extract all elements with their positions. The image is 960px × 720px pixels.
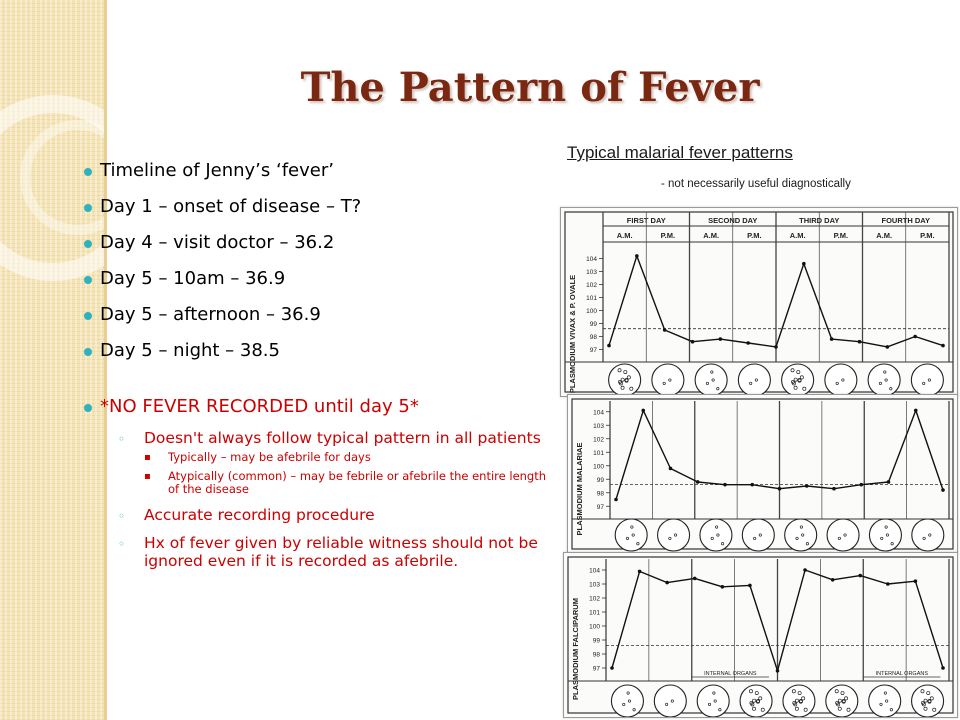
- blood-smear-circle-icon: [658, 519, 690, 551]
- day-header: FIRST DAY: [626, 216, 666, 225]
- temperature-point: [941, 488, 945, 492]
- y-tick-label: 104: [593, 409, 604, 417]
- temperature-point: [614, 498, 618, 502]
- time-label: P.M.: [920, 231, 935, 240]
- day-header: THIRD DAY: [799, 216, 840, 225]
- bullet-dot-icon: [84, 348, 92, 356]
- bullet-dot-icon: [84, 204, 92, 212]
- temperature-point: [691, 340, 695, 344]
- species-label: PLASMODIUM FALCIPARUM: [571, 598, 580, 700]
- y-tick-label: 100: [589, 623, 600, 631]
- temperature-point: [776, 669, 780, 673]
- sub-point: ◦ Accurate recording procedure: [118, 506, 375, 524]
- blood-smear-circle-icon: [826, 685, 858, 717]
- blood-smear-circle-icon: [868, 364, 900, 396]
- temperature-point: [858, 574, 862, 578]
- sub-sub-point: ▪ Atypically (common) – may be febrile or afebrile the entire length of the disease: [144, 469, 547, 496]
- blood-smear-circle-icon: [742, 519, 774, 551]
- blood-smear-circle-icon: [611, 685, 643, 717]
- temperature-point: [805, 484, 809, 488]
- bullet-item: Timeline of Jenny’s ‘fever’: [80, 160, 555, 182]
- temperature-point: [913, 335, 917, 339]
- temperature-point: [858, 340, 862, 344]
- temperature-point: [887, 480, 891, 484]
- time-label: A.M.: [703, 231, 720, 240]
- y-tick-label: 101: [586, 295, 597, 302]
- blood-smear-circle-icon: [825, 364, 857, 396]
- y-tick-label: 99: [596, 476, 604, 484]
- y-tick-label: 100: [593, 463, 604, 471]
- day-header: FOURTH DAY: [881, 216, 930, 225]
- blood-smear-circle-icon: [911, 364, 943, 396]
- y-tick-label: 98: [592, 651, 600, 659]
- temperature-point: [914, 409, 918, 413]
- temperature-point: [831, 578, 835, 582]
- fever-chart-panel-vivax: [560, 207, 958, 397]
- y-tick-label: 102: [589, 595, 600, 603]
- y-tick-label: 101: [589, 609, 600, 617]
- blood-smear-circle-icon: [783, 685, 815, 717]
- y-tick-label: 103: [589, 581, 600, 589]
- blood-smear-circle-icon: [738, 364, 770, 396]
- temperature-point: [886, 582, 890, 586]
- temperature-point: [750, 483, 754, 487]
- bullet-dot-icon: [84, 404, 92, 412]
- internal-organs-label: INTERNAL ORGANS: [875, 671, 929, 677]
- highlight-bullet: *NO FEVER RECORDED until day 5*: [80, 396, 555, 418]
- blood-smear-circle-icon: [695, 364, 727, 396]
- temperature-point: [803, 568, 807, 572]
- y-tick-label: 102: [593, 436, 604, 444]
- temperature-point: [748, 584, 752, 588]
- species-label: PLASMODIUM MALARIAE: [575, 442, 584, 536]
- blood-smear-circle-icon: [785, 519, 817, 551]
- temperature-point: [721, 585, 725, 589]
- fever-chart-panel-falciparum: [563, 552, 958, 718]
- y-tick-label: 104: [589, 567, 600, 575]
- y-tick-label: 98: [589, 334, 597, 341]
- temperature-point: [746, 341, 750, 345]
- blood-smear-circle-icon: [869, 685, 901, 717]
- temperature-point: [719, 337, 723, 341]
- temperature-point: [886, 345, 890, 349]
- temperature-point: [802, 262, 806, 266]
- species-label: PLASMODIUM VIVAX & P. OVALE: [568, 274, 577, 394]
- time-label: A.M.: [876, 231, 893, 240]
- slide-title: The Pattern of Fever: [300, 64, 760, 111]
- bullet-item: Day 1 – onset of disease – T?: [80, 196, 555, 218]
- bullet-dot-icon: [84, 168, 92, 176]
- temperature-point: [665, 581, 669, 585]
- temperature-point: [696, 480, 700, 484]
- sub-point: ◦ Doesn't always follow typical pattern in all patients ▪ Typically – may be afebrile for days ▪ Atypically (common) – may be febrile or afebrile the entire length of the disease: [118, 429, 556, 496]
- temperature-point: [859, 483, 863, 487]
- blood-smear-circle-icon: [912, 519, 944, 551]
- blood-smear-circle-icon: [782, 364, 814, 396]
- ring-bullet-icon: ◦: [118, 432, 126, 446]
- bullet-item: Day 5 – 10am – 36.9: [80, 268, 555, 290]
- blood-smear-circle-icon: [912, 685, 944, 717]
- y-tick-label: 101: [593, 449, 604, 457]
- y-tick-label: 102: [586, 282, 597, 289]
- temperature-point: [607, 344, 611, 348]
- blood-smear-circle-icon: [700, 519, 732, 551]
- sub-point: ◦ Hx of fever given by reliable witness should not be ignored even if it is recorded as afebrile.: [118, 534, 538, 570]
- blood-smear-circle-icon: [827, 519, 859, 551]
- y-tick-label: 97: [592, 665, 600, 673]
- y-tick-label: 103: [586, 269, 597, 276]
- blood-smear-circle-icon: [609, 364, 641, 396]
- temperature-point: [635, 254, 639, 258]
- time-label: P.M.: [660, 231, 676, 240]
- figure-note: - not necessarily useful diagnostically: [661, 178, 851, 190]
- y-tick-label: 99: [589, 321, 597, 328]
- sub-point-list: [118, 429, 556, 580]
- bullet-list: [80, 160, 555, 432]
- temperature-point: [663, 328, 667, 332]
- temperature-point: [638, 570, 642, 574]
- y-tick-label: 103: [593, 422, 604, 430]
- temperature-point: [778, 487, 782, 491]
- time-label: A.M.: [789, 231, 806, 240]
- blood-smear-circle-icon: [654, 685, 686, 717]
- y-tick-label: 97: [596, 503, 604, 511]
- sub-sub-list: [144, 451, 556, 496]
- temperature-point: [723, 483, 727, 487]
- ring-bullet-icon: ◦: [118, 537, 126, 551]
- y-tick-label: 98: [596, 490, 604, 498]
- temperature-point: [774, 345, 778, 349]
- bullet-item: Day 5 – afternoon – 36.9: [80, 304, 555, 326]
- square-bullet-icon: ▪: [144, 471, 151, 482]
- temperature-point: [641, 409, 645, 413]
- temperature-point: [693, 577, 697, 581]
- temperature-point: [941, 666, 945, 670]
- time-label: P.M.: [747, 231, 762, 240]
- y-tick-label: 104: [586, 256, 597, 263]
- sub-sub-point: ▪ Typically – may be afebrile for days: [144, 450, 371, 464]
- bullet-item: Day 4 – visit doctor – 36.2: [80, 232, 555, 254]
- temperature-point: [610, 666, 614, 670]
- blood-smear-circle-icon: [615, 519, 647, 551]
- y-tick-label: 99: [592, 637, 600, 645]
- temperature-point: [832, 487, 836, 491]
- bullet-dot-icon: [84, 312, 92, 320]
- temperature-point: [941, 344, 945, 348]
- fever-chart-falciparum: [564, 553, 957, 717]
- day-header: SECOND DAY: [708, 216, 758, 225]
- fever-chart-vivax: [561, 208, 957, 396]
- temperature-point: [669, 467, 673, 471]
- time-label: A.M.: [616, 231, 633, 240]
- figure-caption: Typical malarial fever patterns: [567, 143, 793, 162]
- bullet-item: Day 5 – night – 38.5: [80, 340, 555, 362]
- fever-chart-panel-malariae: [567, 394, 958, 554]
- temperature-point: [830, 337, 834, 341]
- blood-smear-circle-icon: [740, 685, 772, 717]
- blood-smear-circle-icon: [869, 519, 901, 551]
- fever-chart-malariae: [568, 395, 957, 553]
- blood-smear-circle-icon: [697, 685, 729, 717]
- ring-bullet-icon: ◦: [118, 509, 126, 523]
- y-tick-label: 100: [586, 308, 597, 315]
- bullet-dot-icon: [84, 276, 92, 284]
- bullet-dot-icon: [84, 240, 92, 248]
- blood-smear-circle-icon: [652, 364, 684, 396]
- square-bullet-icon: ▪: [144, 452, 151, 463]
- time-label: P.M.: [833, 231, 849, 240]
- internal-organs-label: INTERNAL ORGANS: [704, 671, 757, 677]
- temperature-point: [914, 579, 918, 583]
- y-tick-label: 97: [589, 347, 597, 354]
